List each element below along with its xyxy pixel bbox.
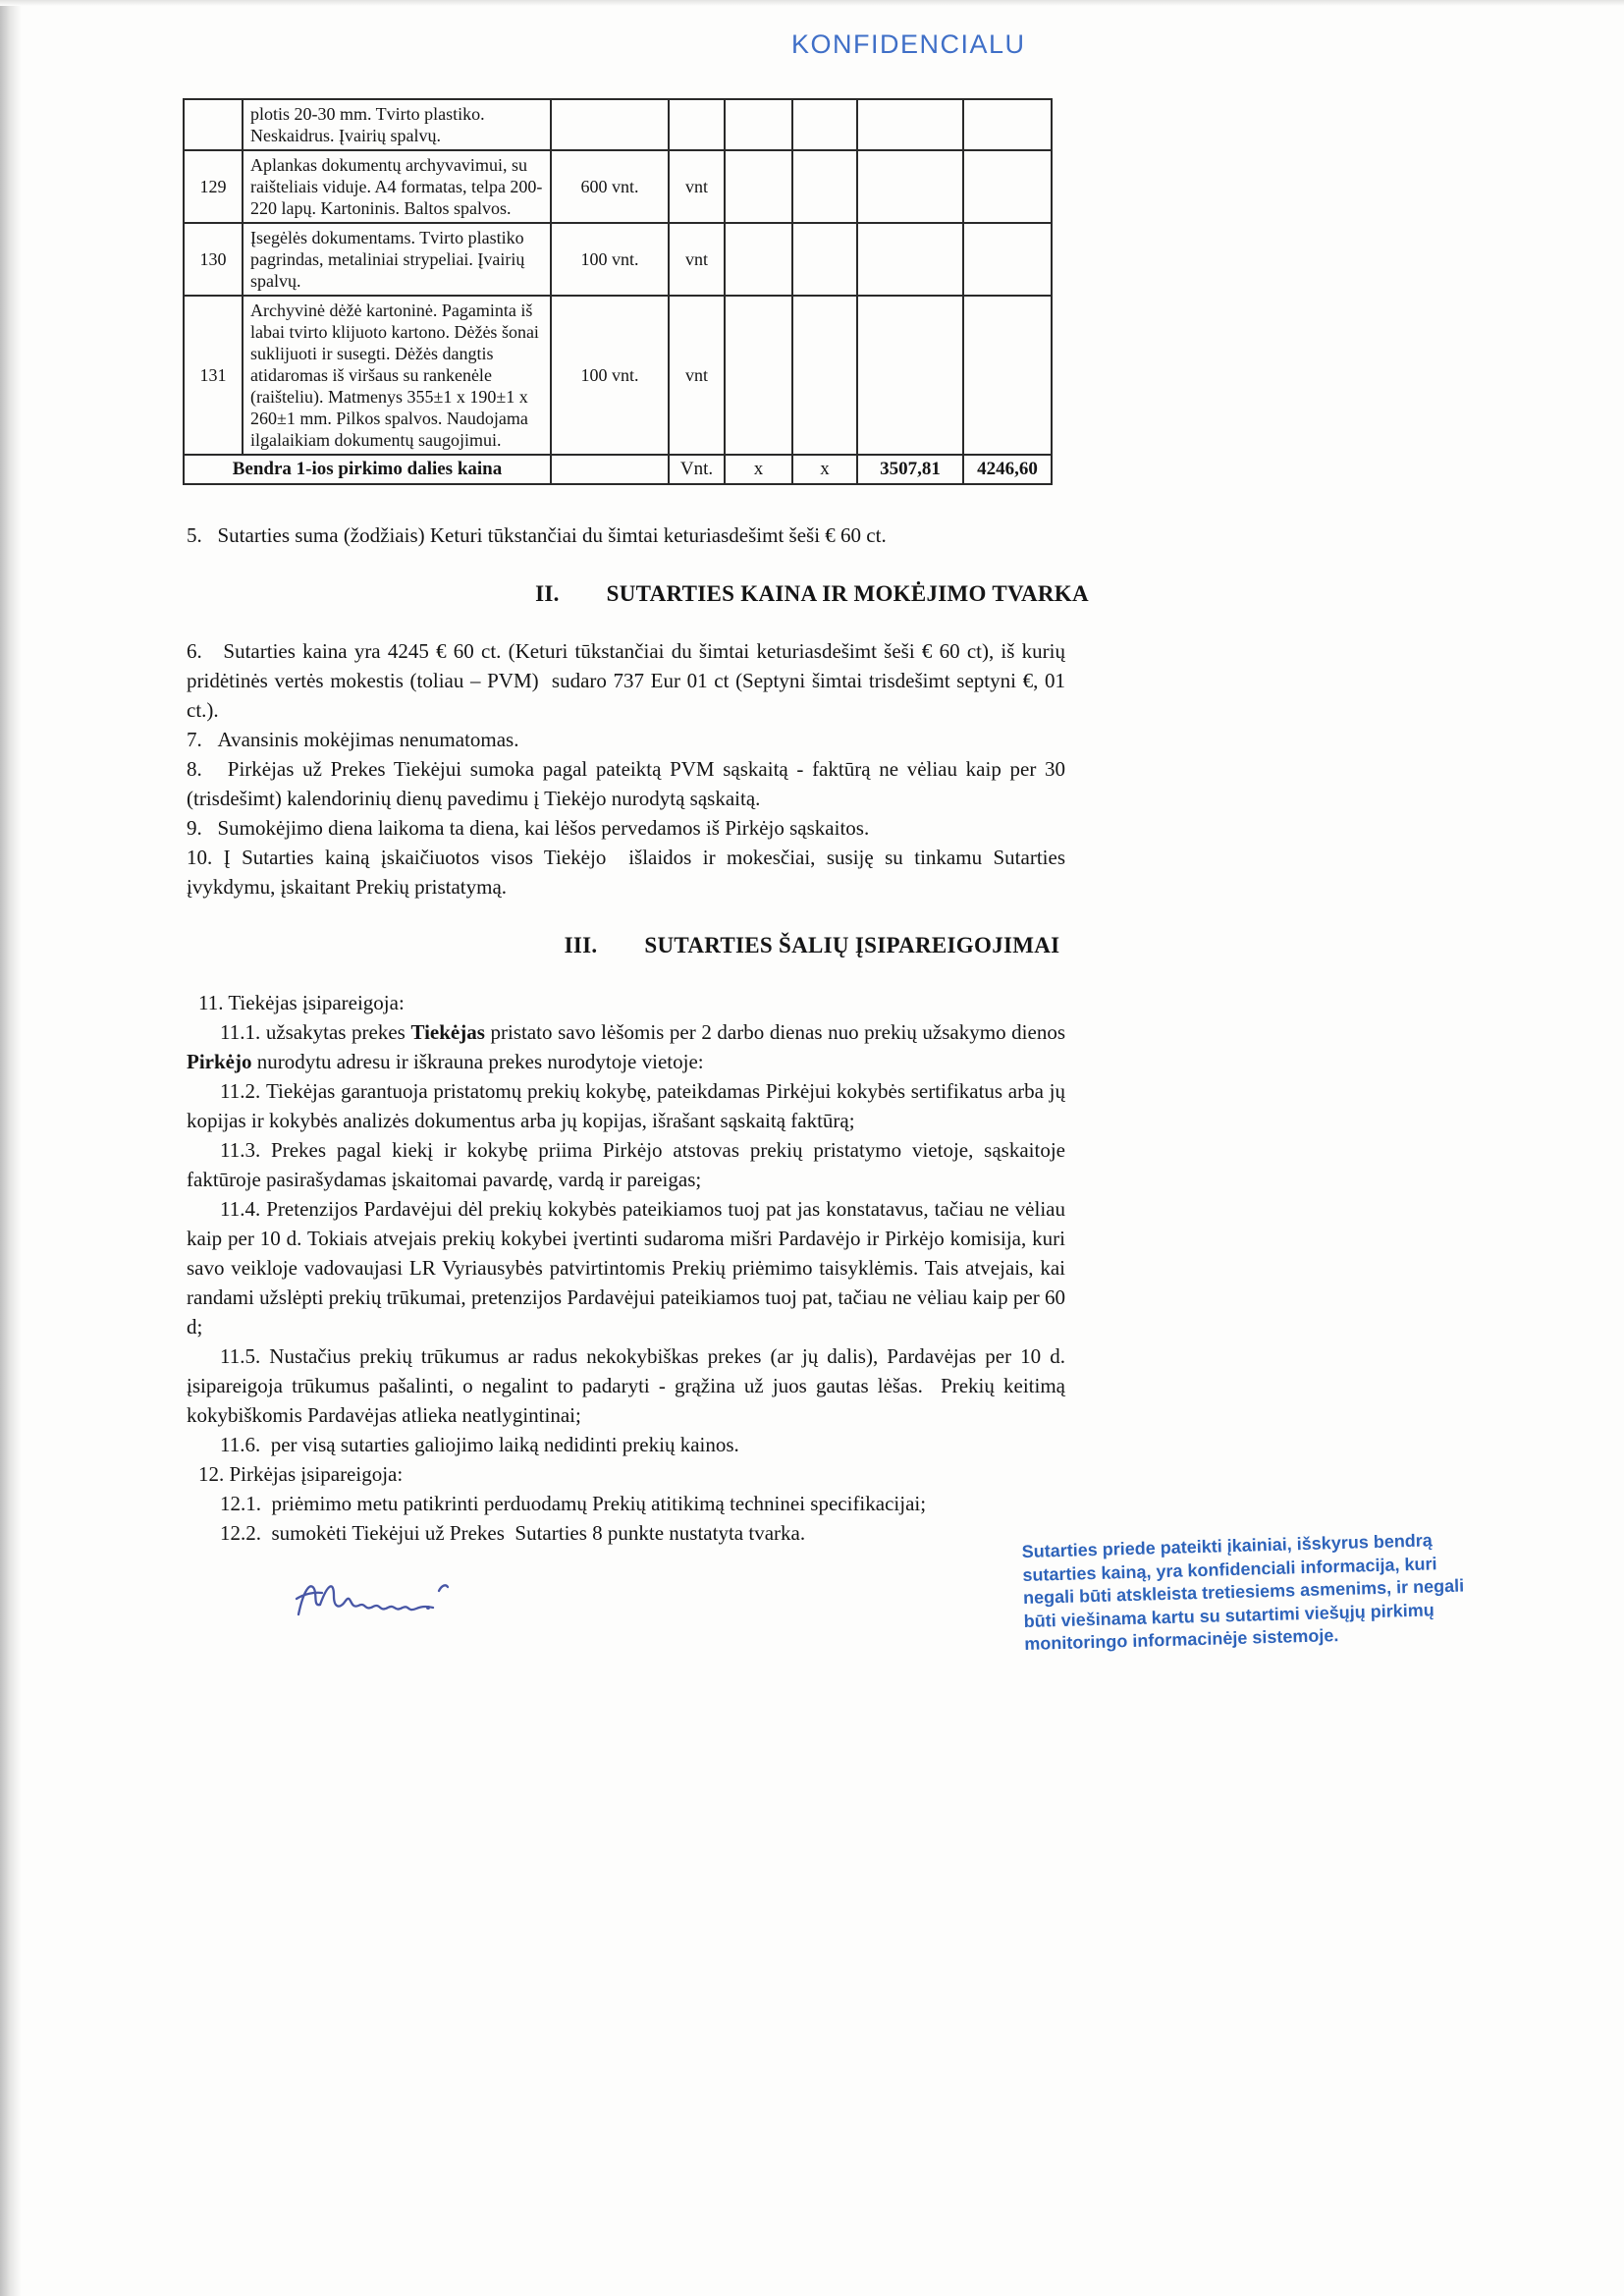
cell-empty	[551, 455, 669, 484]
summary-x2: x	[792, 455, 857, 484]
table-summary-row	[184, 455, 1052, 484]
paragraph-11-3: 11.3. Prekes pagal kiekį ir kokybę priima Pirkėjo atstovas prekių pristatymo vietoje, sąskaitoje faktūroje pasirašydamas įskaitomai pavardę, vardą ir pareigas;	[187, 1138, 1065, 1191]
cell-row-number: 130	[184, 223, 243, 296]
summary-label: Bendra 1-ios pirkimo dalies kaina	[184, 455, 551, 484]
cell-row-number: 129	[184, 150, 243, 223]
cell-description: Aplankas dokumentų archyvavimui, su raišteliais viduje. A4 formatas, telpa 200-220 lapų. Kartoninis. Baltos spalvos.	[243, 150, 551, 223]
bold-tiekejas: Tiekėjas	[410, 1020, 485, 1044]
cell-empty	[792, 150, 857, 223]
paragraph-11-6: 11.6. per visą sutarties galiojimo laiką nedidinti prekių kainos.	[220, 1433, 739, 1456]
cell-unit: vnt	[669, 296, 725, 455]
confidential-watermark: KONFIDENCIALU	[791, 29, 1026, 59]
cell-quantity: 600 vnt.	[551, 150, 669, 223]
cell-empty	[963, 296, 1052, 455]
cell-row-number: 131	[184, 296, 243, 455]
paragraph-12-2: 12.2. sumokėti Tiekėjui už Prekes Sutarties 8 punkte nustatyta tvarka.	[220, 1521, 806, 1545]
paragraph-11-2: 11.2. Tiekėjas garantuoja pristatomų prekių kokybę, pateikdamas Pirkėjui kokybės sertifikatus arba jų kopijas ir kokybės analizės dokumentus arba jų kopijas, išrašant sąskaitą faktūrą;	[187, 1079, 1065, 1132]
table-row	[184, 223, 1052, 296]
section-ii-heading	[0, 579, 1624, 609]
cell-empty	[857, 99, 963, 150]
paragraph-12-1: 12.1. priėmimo metu patikrinti perduodamų Prekių atitikimą techninei specifikacijai;	[220, 1492, 927, 1515]
paragraph-11-1	[187, 1017, 1065, 1076]
cell-description: Įsegėlės dokumentams. Tvirto plastiko pagrindas, metaliniai strypeliai. Įvairių spalvų.	[243, 223, 551, 296]
stamp-line: monitoringo informacinėje sistemoje.	[1024, 1625, 1339, 1655]
confidentiality-stamp	[1021, 1527, 1520, 1657]
section-iii-heading	[0, 931, 1624, 960]
document-body	[187, 520, 1465, 1719]
paragraph-7: 7. Avansinis mokėjimas nenumatomas.	[187, 728, 519, 751]
paragraph-11-1-text: nurodytu adresu ir iškrauna prekes nurodytoje vietoje:	[251, 1050, 704, 1073]
table-row	[184, 296, 1052, 455]
paragraph-6: 6. Sutarties kaina yra 4245 € 60 ct. (Keturi tūkstančiai du šimtai keturiasdešimt šeši € 60 ct), iš kurių pridėtinės vertės mokestis (toliau – PVM) sudaro 737 Eur 01 ct (Septyni šimtai trisdešimt septyni €, 01 ct.).	[187, 639, 1065, 722]
table-row	[184, 150, 1052, 223]
cell-empty	[725, 296, 792, 455]
summary-x1: x	[725, 455, 792, 484]
cell-unit: vnt	[669, 223, 725, 296]
section-ii-number: II.	[535, 581, 560, 606]
stamp-line: sutarties kainą, yra konfidenciali informacija, kuri	[1022, 1553, 1437, 1585]
section-iii-title: SUTARTIES ŠALIŲ ĮSIPAREIGOJIMAI	[644, 933, 1060, 957]
cell-quantity	[551, 99, 669, 150]
cell-description: Archyvinė dėžė kartoninė. Pagaminta iš labai tvirto klijuoto kartono. Dėžės šonai suklijuoti ir susegti. Dėžės dangtis atidaromas iš viršaus su rankenėle (raišteliu). Matmenys 355±1 x 190±1 x 260±1 mm. Pilkos spalvos. Naudojama ilgalaikiam dokumentų saugojimui.	[243, 296, 551, 455]
paragraph-12: 12. Pirkėjas įsipareigoja:	[198, 1462, 404, 1486]
scan-edge-top	[0, 0, 1624, 6]
summary-unit: Vnt.	[669, 455, 725, 484]
signature-and-stamp-row	[187, 1530, 1465, 1719]
section-iii-number: III.	[564, 933, 598, 957]
paragraph-11-1-text: 11.1. užsakytas prekes	[220, 1020, 411, 1044]
paragraph-11-5: 11.5. Nustačius prekių trūkumus ar radus nekokybiškas prekes (ar jų dalis), Pardavėjas per 10 d. įsipareigoja trūkumus pašalinti, o negalint to padaryti - grąžina už juos gautas lėšas. Prekių keitimą kokybiškomis Pardavėjas atlieka neatlygintinai;	[187, 1344, 1065, 1427]
handwritten-signature	[285, 1559, 496, 1640]
paragraph-5: 5. Sutarties suma (žodžiais) Keturi tūkstančiai du šimtai keturiasdešimt šeši € 60 ct.	[187, 523, 887, 547]
cell-unit	[669, 99, 725, 150]
section-ii-title: SUTARTIES KAINA IR MOKĖJIMO TVARKA	[606, 581, 1089, 606]
table-row	[184, 99, 1052, 150]
cell-empty	[963, 99, 1052, 150]
paragraph-11: 11. Tiekėjas įsipareigoja:	[198, 991, 405, 1014]
cell-empty	[857, 150, 963, 223]
cell-empty	[857, 296, 963, 455]
cell-empty	[792, 99, 857, 150]
bold-pirkejo: Pirkėjo	[187, 1050, 252, 1073]
paragraph-10: 10. Į Sutarties kainą įskaičiuotos visos Tiekėjo išlaidos ir mokesčiai, susiję su tinkamu Sutarties įvykdymu, įskaitant Prekių pristatymą.	[187, 846, 1065, 899]
cell-empty	[725, 223, 792, 296]
cell-empty	[963, 223, 1052, 296]
cell-description: plotis 20-30 mm. Tvirto plastiko. Neskaidrus. Įvairių spalvų.	[243, 99, 551, 150]
paragraph-8: 8. Pirkėjas už Prekes Tiekėjui sumoka pagal pateiktą PVM sąskaitą - faktūrą ne vėliau kaip per 30 (trisdešimt) kalendorinių dienų pavedimu į Tiekėjo nurodytą sąskaitą.	[187, 757, 1065, 810]
cell-empty	[792, 296, 857, 455]
stamp-line: negali būti atskleista tretiesiems asmenims, ir negali	[1022, 1575, 1465, 1609]
items-table	[183, 98, 1053, 485]
cell-empty	[792, 223, 857, 296]
cell-empty	[963, 150, 1052, 223]
cell-empty	[725, 99, 792, 150]
summary-total-no-vat: 3507,81	[857, 455, 963, 484]
paragraph-11-4: 11.4. Pretenzijos Pardavėjui dėl prekių kokybės pateikiamos tuoj pat jas konstatavus, tačiau ne vėliau kaip per 10 d. Tokiais atvejais prekių kokybei įvertinti sudaroma mišri Pardavėjo ir Pirkėjo komisija, kuri savo veikloje vadovaujasi LR Vyriausybės patvirtintomis Prekių priėmimo taisyklėmis. Tais atvejais, kai randami užslėpti prekių trūkumai, pretenzijos Pardavėjui pateikiamos tuoj pat, tačiau ne vėliau kaip per 60 d;	[187, 1197, 1065, 1339]
cell-row-number	[184, 99, 243, 150]
paragraph-11-1-text: pristato savo lėšomis per 2 darbo dienas nuo prekių užsakymo dienos	[484, 1020, 1065, 1044]
summary-total-vat: 4246,60	[963, 455, 1052, 484]
scan-edge-left	[0, 0, 22, 2296]
cell-quantity: 100 vnt.	[551, 296, 669, 455]
cell-unit: vnt	[669, 150, 725, 223]
paragraph-9: 9. Sumokėjimo diena laikoma ta diena, kai lėšos pervedamos iš Pirkėjo sąskaitos.	[187, 816, 870, 840]
stamp-line: Sutarties priede pateikti įkainiai, išskyrus bendrą	[1021, 1530, 1434, 1562]
cell-quantity: 100 vnt.	[551, 223, 669, 296]
cell-empty	[857, 223, 963, 296]
stamp-line: būti viešinama kartu su sutartimi viešųjų pirkimų	[1023, 1599, 1435, 1631]
cell-empty	[725, 150, 792, 223]
